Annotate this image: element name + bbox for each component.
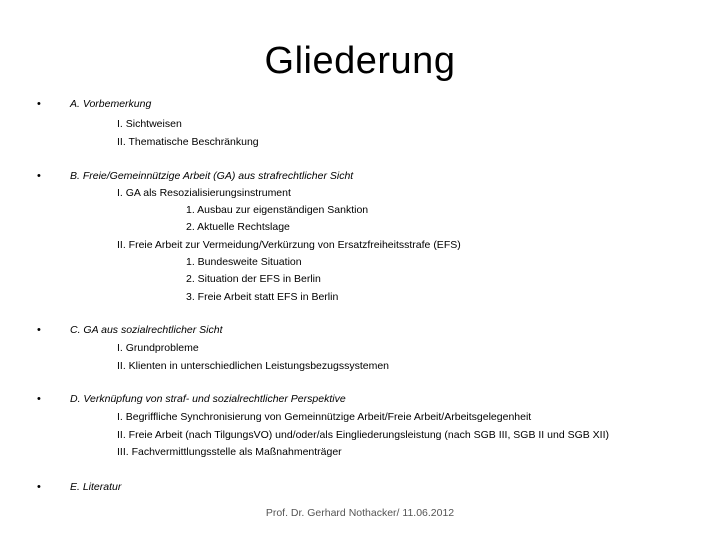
section-b-item-1-sub-1: 1. Ausbau zur eigenständigen Sanktion	[186, 204, 369, 216]
bullet-b: •	[37, 170, 41, 182]
section-a-heading: A. Vorbemerkung	[70, 98, 152, 110]
slide-footer	[0, 507, 720, 519]
section-c-item-1: I. Grundprobleme	[117, 342, 199, 354]
section-b-item-2-sub-1: 1. Bundesweite Situation	[186, 256, 302, 268]
section-a-item-1: I. Sichtweisen	[117, 118, 182, 130]
section-d-heading: D. Verknüpfung von straf- und sozialrechtlicher Perspektive	[70, 393, 346, 405]
bullet-d: •	[37, 393, 41, 405]
bullet-a: •	[37, 98, 41, 110]
section-b-item-2: II. Freie Arbeit zur Vermeidung/Verkürzung von Ersatzfreiheitsstrafe (EFS)	[117, 239, 461, 251]
slide-title-text: Gliederung	[264, 40, 456, 82]
section-d-item-2: II. Freie Arbeit (nach TilgungsVO) und/oder/als Eingliederungsleistung (nach SGB III, SGB II und SGB XII)	[117, 429, 609, 441]
section-b-heading: B. Freie/Gemeinnützige Arbeit (GA) aus strafrechtlicher Sicht	[70, 170, 354, 182]
section-b-item-2-sub-2: 2. Situation der EFS in Berlin	[186, 273, 321, 285]
bullet-e: •	[37, 481, 41, 493]
section-a-item-2: II. Thematische Beschränkung	[117, 136, 259, 148]
section-e-heading: E. Literatur	[70, 481, 122, 493]
section-b-item-1: I. GA als Resozialisierungsinstrument	[117, 187, 291, 199]
section-c-item-2: II. Klienten in unterschiedlichen Leistungsbezugssystemen	[117, 360, 389, 372]
slide-title	[0, 40, 720, 83]
section-d-item-3: III. Fachvermittlungsstelle als Maßnahmenträger	[117, 446, 342, 458]
section-c-heading: C. GA aus sozialrechtlicher Sicht	[70, 324, 223, 336]
section-d-item-1: I. Begriffliche Synchronisierung von Gemeinnützige Arbeit/Freie Arbeit/Arbeitsgelegenheit	[117, 411, 532, 423]
section-b-item-2-sub-3: 3. Freie Arbeit statt EFS in Berlin	[186, 291, 339, 303]
footer-text: Prof. Dr. Gerhard Nothacker/ 11.06.2012	[265, 507, 455, 519]
bullet-c: •	[37, 324, 41, 336]
section-b-item-1-sub-2: 2. Aktuelle Rechtslage	[186, 221, 290, 233]
